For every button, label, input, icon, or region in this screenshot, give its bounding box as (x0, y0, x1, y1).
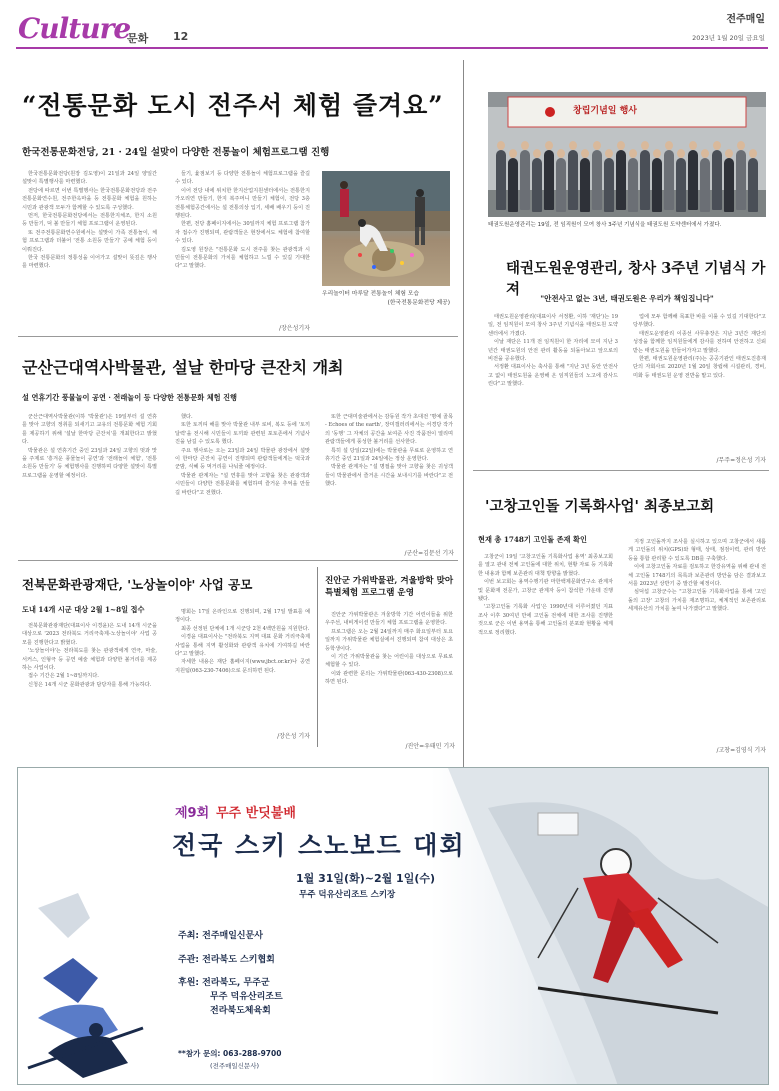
article1-photo-source: (한국전통문화전당 제공) (387, 300, 450, 306)
person-figure (568, 150, 578, 210)
person-figure (688, 150, 698, 210)
person-figure (748, 158, 758, 212)
folk-game-illustration (322, 171, 450, 286)
person-figure (592, 150, 602, 210)
article5-photo-caption: 태권도원운영관리는 19일, 전 임직원이 모여 창사 3주년 기념식을 태권도원 도약센터에서 가졌다. (488, 222, 722, 228)
person-figure (652, 158, 662, 212)
issue-date: 2023년 1월 20일 금요일 (692, 34, 765, 42)
paper-name: 전주매일 (726, 14, 765, 25)
article1-credit: /장은성기자 (278, 325, 310, 332)
ad-title: 전국 스키 스노보드 대회 (172, 831, 466, 860)
article6-headline: '고창고인돌 기록화사업' 최종보고회 (485, 498, 715, 515)
article5-bottom-rule (473, 470, 769, 471)
article2-col2: 했다. 또한 토끼띠 해를 맞아 박물관 내부 로비, 복도 등에 '토끼 달력'을 전시해 시민들이 토끼와 관련된 포토존에서 기념사진을 남길 수 있도록 했다. 주요 행사로는 오는 23일과 24일 박물관 광장에서 설맞이 한마당 큰잔치 공연이 진행되며 관람객들에게는 떡국과 군밤, 식혜 등 먹거리를 나눠줄 예정이다. 박물관 관계자는 "설 연휴를 맞아 고향을 찾은 관광객과 시민들이 다양한 전통문화를 체험하며 즐거운 추억을 만들길 바란다"고 전했다. (175, 414, 310, 496)
ad-sponsor-2: 무주 덕유산리조트 (210, 992, 283, 1002)
person-figure (580, 158, 590, 212)
article4-credit: /진안=우태민 기자 (405, 743, 455, 750)
person-head (605, 149, 613, 158)
person-head (701, 149, 709, 158)
article6-col1: 고창군이 19일 '고창고인돌 기록화사업 용역' 최종보고회를 열고 관내 전체 고인돌에 대한 위치, 현황 자료 등 기록화한 내용과 함께 보존관리 대책 방향을 밝혔다. 이번 보고회는 용역수행기관 마한백제문화연구소 관계자 및 문화재 전문가, 고창군 관계자 등이 참석한 가운데 진행됐다. '고창고인돌 기록화 사업'은 1990년대 이루어졌던 지표조사 이후 30여년 만에 고인돌 전체에 대한 조사를 진행한 것으로 군은 이번 용역을 통해 고인돌의 분포와 현황을 체계적으로 정리했다. (478, 554, 613, 636)
article6-credit: /고창=김영식 기자 (716, 747, 766, 754)
ad-host-label: 주최: (178, 931, 199, 941)
article2-subhead: 설 연휴기간 풍물놀이 공연 · 전래놀이 등 다양한 전통문화 체험 진행 (22, 393, 237, 402)
person-head (689, 141, 697, 150)
person-head (569, 141, 577, 150)
header-rule (16, 47, 768, 49)
group-people (492, 132, 762, 212)
person-head (665, 141, 673, 150)
person-head (641, 141, 649, 150)
article1-subhead: 한국전통문화전당, 21 · 24일 설맞이 다양한 전통놀이 체험프로그램 진행 (22, 147, 330, 158)
person-head (737, 141, 745, 150)
person-head (497, 141, 505, 150)
article5-col1: 태권도원운영관리(대표이사 서정환, 이하 '재단')는 19일, 전 임직원이 모여 창사 3주년 기념식을 태권도원 도약센터에서 가졌다. 이날 재단은 11개 전 임직원이 한 자리에 모여 지난 3년간 태권도원의 안전 관리 활동을 되돌아보고 앞으로의 비전을 공유했다. 서정환 대표이사는 축사를 통해 "지난 3년 동안 안전사고 없이 태권도원을 운영해 온 임직원들의 노고에 감사드린다"고 말했다. (488, 314, 618, 388)
section-title-ko: 문화 (127, 32, 149, 45)
person-head (629, 149, 637, 158)
ad-host (178, 928, 263, 941)
article2-headline: 군산근대역사박물관, 설날 한마당 큰잔치 개최 (22, 358, 344, 377)
person-head (521, 141, 529, 150)
article3-headline: 전북문화관광재단, '노상놀이야' 사업 공모 (22, 577, 253, 592)
ski-event-ad (17, 767, 769, 1085)
person-figure (724, 158, 734, 212)
person-head (653, 149, 661, 158)
article6-subhead: 현재 총 1748기 고인돌 존재 확인 (478, 535, 587, 544)
article3-col2: 명회는 17일 온라인으로 진행되며, 2월 17일 발표를 예정이다. 최종 선정된 단체에 1개 시군당 2천 4백만원을 지원한다. 이경윤 대표이사는 "전라북도 지역 대표 문화 거리극축제 사업을 통해 지역 활성화와 관광객 유치에 기여하길 바란다"고 말했다. 자세한 내용은 재단 홈페이지(www.jbct.or.kr)나 공연지원팀(063-230-7406)으로 문의하면 된다. (175, 609, 310, 674)
ad-edition-tag: 무주 반딧불배 (216, 806, 296, 821)
person-figure (544, 150, 554, 210)
article1-bottom-rule (18, 336, 458, 337)
person-figure (736, 150, 746, 210)
article5-headline: 태권도원운영관리, 창사 3주년 기념식 가져 (506, 260, 766, 298)
person-figure (496, 150, 506, 210)
article1-photo (322, 171, 450, 286)
article1-headline: “전통문화 도시 전주서 체험 즐겨요” (22, 91, 444, 120)
article2-col3: 또한 근대미술관에서는 감동원 작가 초대전 '명예 골목 - Echoes of the earth', 장미갤러리에서는 서경당 작가의 '동행' 그 자체의 공간을 보여준 사진 작품전이 열리며 관람객들에게 풍성한 볼거리를 선사한다. 특히 설 당일(22일)에는 박물관을 무료로 운영하고 연휴기간 중인 21일과 24일에는 정상 운영한다. 박물관 관계자는 "설 명절을 맞아 고향을 찾은 귀성객들이 박물관에서 즐거운 시간을 보내시기를 바란다"고 전했다. (325, 414, 453, 488)
person-head (581, 149, 589, 158)
ad-organizer (178, 952, 275, 965)
article1-col2: 들기, 윷점보기 등 다양한 전통놀이 체험프로그램을 즐길 수 있다. 이어 전당 내에 위치한 한지산업지원센터에서는 전통한지 가오리연 만들기, 한지 복주머니 만들기 체험이, 전당 3층 전통체험공간에서는 설 전통의상 입기, 세배 배우기 등이 진행된다. 한편, 전당 홈페이지에서는 30일까지 체험 프로그램 참가자 접수가 진행되며, 관람객들은 현장에서도 체험에 참여할 수 있다. 김도영 원장은 "전통문화 도시 전주를 찾는 관광객과 시민들이 전통문화의 가치를 체험하고 느낄 수 있길 기대한다"고 말했다. (175, 171, 310, 270)
person-head (557, 149, 565, 158)
ad-inquiry-sub: (전주매일신문사) (210, 1062, 260, 1070)
article4-col1: 진안군 가위박물관은 겨울방학 기간 어린이들을 위한 우주선, 내비게이션 만들기 체험 프로그램을 운영한다. 프로그램은 오는 2월 24일까지 매주 화요일부터 토요일까지 가위박물관 체험실에서 진행되며 참여 대상은 초등학생이다. 이 기간 가위박물관을 찾는 어린이를 대상으로 무료로 체험할 수 있다. 이와 관련한 문의는 가위박물관(063-430-2308)으로 하면 된다. (325, 612, 453, 686)
article3-subhead: 도내 14개 시군 대상 2월 1~8일 접수 (22, 605, 145, 614)
ad-edition-num: 제9회 (175, 806, 210, 821)
column-divider-main (463, 60, 464, 785)
article1-photo-caption: 우리놀이터 마루달 전통놀이 체험 모습 (322, 291, 419, 297)
person-figure (556, 158, 566, 212)
column-divider-lower (317, 567, 318, 747)
person-figure (640, 150, 650, 210)
ad-venue: 무주 덕유산리조트 스키장 (299, 890, 396, 900)
ad-organizer-name: 전라북도 스키협회 (202, 955, 275, 965)
article5-credit: /무주=정은성 기자 (716, 457, 766, 464)
person-head (725, 149, 733, 158)
person-head (533, 149, 541, 158)
person-figure (676, 158, 686, 212)
ad-inquiry: **참가 문의: 063-288-9700 (178, 1049, 282, 1058)
ad-organizer-label: 주관: (178, 955, 199, 965)
person-figure (664, 150, 674, 210)
ad-sponsor-1: 전라북도, 무주군 (202, 978, 270, 988)
article5-banner-text: 창립기념일 행사 (573, 106, 637, 116)
article5-photo (488, 92, 766, 217)
article2-bottom-rule (18, 560, 458, 561)
person-figure (508, 158, 518, 212)
person-figure (616, 150, 626, 210)
article2-credit: /군산=김문선 기자 (404, 550, 454, 557)
person-figure (532, 158, 542, 212)
page-number: 12 (173, 30, 189, 43)
article3-col1: 전북문화관광재단(대표이사 이경윤)은 도내 14개 시군을 대상으로 '2023 전라북도 거리극축제-노상놀이야' 사업 공모를 진행한다고 밝혔다. '노상놀이야'는 전라북도를 찾는 관광객에게 연극, 마술, 서커스, 인형극 등 공연 예술 체험과 다양한 볼거리를 제공하는 사업이다. 접수 기간은 2월 1~8일까지다. 신청은 14개 시군 문화관광과 담당자를 통해 가능하다. (22, 623, 157, 688)
article5-col2: 업에 모두 함께해 목표한 바를 이룰 수 있길 기대한다"고 당부했다. 태권도운영관리 이종선 사무총장은 지난 3년간 재단의 성장을 함께한 임직원들에게 감사를 전하며 안전하고 신뢰받는 태권도원을 만들어가자고 말했다. 한편, 태권도원운영관리(주)는 공공기관인 태권도진흥재단의 자회사로 2020년 1월 20일 창립해 시설관리, 경비, 미화 등 태권도원 운영 전반을 맡고 있다. (633, 314, 766, 379)
ad-host-name: 전주매일신문사 (202, 931, 263, 941)
person-figure (604, 158, 614, 212)
ad-date: 1월 31일(화)~2월 1일(수) (296, 872, 436, 885)
person-figure (520, 150, 530, 210)
person-head (677, 149, 685, 158)
person-head (749, 149, 757, 158)
article2-col1: 군산근대역사박물관(이하 '박물관')은 19일부터 설 연휴를 맞아 고향의 정취를 되새기고 교유의 전통문화 체험 기회를 제공하기 위해 '설날 한마당 큰잔치'를 개최한다고 밝혔다. 박물관은 설 연휴기간 중인 23일과 24일 고향의 멋과 맛을 주제로 '흥겨운 풍물놀이 공연'과 '전래놀이 체험', '전통 소원등 만들기' 등 체험행사를 진행하며 다양한 설맞이 특별 프로그램을 운영할 예정이다. (22, 414, 157, 479)
person-figure (700, 158, 710, 212)
person-head (545, 141, 553, 150)
article3-credit: /장은성 기자 (277, 733, 310, 740)
skier-illustration (18, 768, 769, 1085)
person-head (617, 141, 625, 150)
article4-headline: 진안군 가위박물관, 겨울방학 맞아 특별체험 프로그램 운영 (325, 576, 454, 598)
person-head (713, 141, 721, 150)
person-head (509, 149, 517, 158)
person-figure (712, 150, 722, 210)
article6-col2: 지정 고인돌까지 조사를 실시하고 있으며 고창군에서 새롭게 고인돌의 위치(GPS)와 형태, 상태, 점검이력, 관리 방안 등을 통합 관리할 수 있도록 DB를 구축했다. 이에 고창고인돌 자료를 검토하고 한강유역을 위해 관내 전체 고인돌 1748기의 목록과 보존관리 방안을 담은 결과보고서를 2023년 상반기 중 발간할 예정이다. 심덕섭 고창군수는 "고창고인돌 기록화사업을 통해 '고인돌의 고장' 고창의 가치를 재조명하고, 체계적인 보존관리로 세계유산의 가치를 높여 나가겠다"고 말했다. (628, 539, 766, 613)
article5-quote: "안전사고 없는 3년, 태권도원은 우리가 책임집니다" (540, 294, 714, 303)
person-figure (628, 158, 638, 212)
section-title-en: Culture (18, 12, 131, 45)
ad-sponsor-label: 후원: (178, 978, 199, 988)
ad-sponsor-3: 전라북도체육회 (210, 1006, 271, 1016)
section-title-culture (18, 12, 130, 45)
article1-col1: 한국전통문화전당(원장 김도영)이 21일과 24일 양일간 설맞이 특별행사를 마련했다. 전당에 따르면 이번 특별행사는 한국전통문화전당과 전주전통문화연수원, 전주한옥마을 등 전통문화 체험을 원하는 시민과 관광객 모두가 함께할 수 있도록 구성했다. 먼저, 한국전통문화전당에서는 전통한지체조, 한지 소원등 만들기, 덕 볼 만들기 체험 프로그램이 운영된다. 또 전주전통문화연수원에서는 설맞이 가족 전통놀이, 체험 프로그램과 더불어 '전통 소원등 만들기' 공예 체험 등이 이뤄진다. 한국 전통문화의 정통성을 이어가고 설맞이 뜻깊은 행사를 마련했다. (22, 171, 157, 270)
ad-sponsor (178, 976, 283, 1018)
person-head (593, 141, 601, 150)
